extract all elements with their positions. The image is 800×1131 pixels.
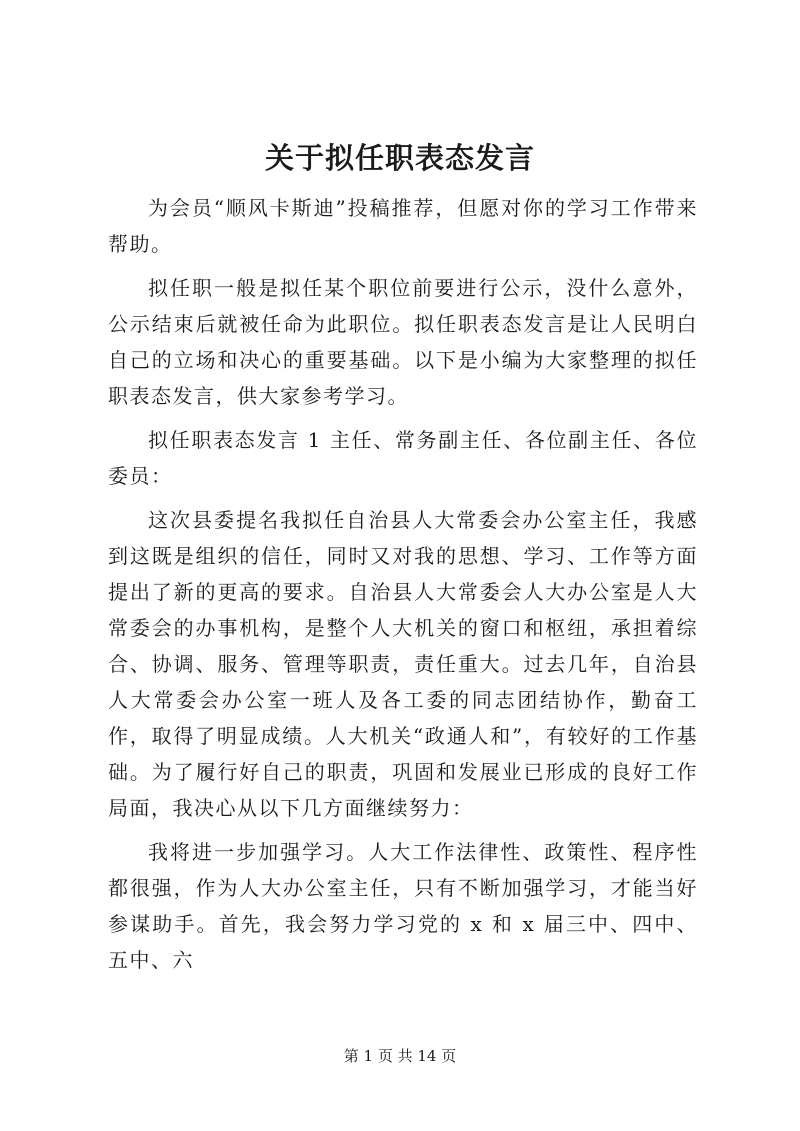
document-body bbox=[108, 190, 698, 986]
paragraph: 这次县委提名我拟任自治县人大常委会办公室主任，我感到这既是组织的信任，同时又对我的思想、学习、工作等方面提出了新的更高的要求。自治县人大常委会人大办公室是人大常委会的办事机构，是整个人大机关的窗口和枢纽，承担着综合、协调、服务、管理等职责，责任重大。过去几年，自治县人大常委会办公室一班人及各工委的同志团结协作，勤奋工作，取得了明显成绩。人大机关“政通人和”，有较好的工作基础。为了履行好自己的职责，巩固和发展业已形成的良好工作局面，我决心从以下几方面继续努力： bbox=[108, 508, 698, 820]
paragraph: 拟任职一般是拟任某个职位前要进行公示，没什么意外，公示结束后就被任命为此职位。拟任职表态发言是让人民明白自己的立场和决心的重要基础。以下是小编为大家整理的拟任职表态发言，供大家参考学习。 bbox=[108, 276, 698, 408]
paragraph: 拟任职表态发言 1 主任、常务副主任、各位副主任、各位委员： bbox=[108, 428, 698, 488]
page-number-footer: 第 1 页 共 14 页 bbox=[343, 1047, 457, 1065]
paragraph: 我将进一步加强学习。人大工作法律性、政策性、程序性都很强，作为人大办公室主任，只有不断加强学习，才能当好参谋助手。首先，我会努力学习党的 x 和 x 届三中、四中、五中、六 bbox=[108, 840, 698, 972]
paragraph: 为会员“顺风卡斯迪”投稿推荐，但愿对你的学习工作带来帮助。 bbox=[108, 196, 698, 256]
document-title: 关于拟任职表态发言 bbox=[264, 141, 535, 175]
